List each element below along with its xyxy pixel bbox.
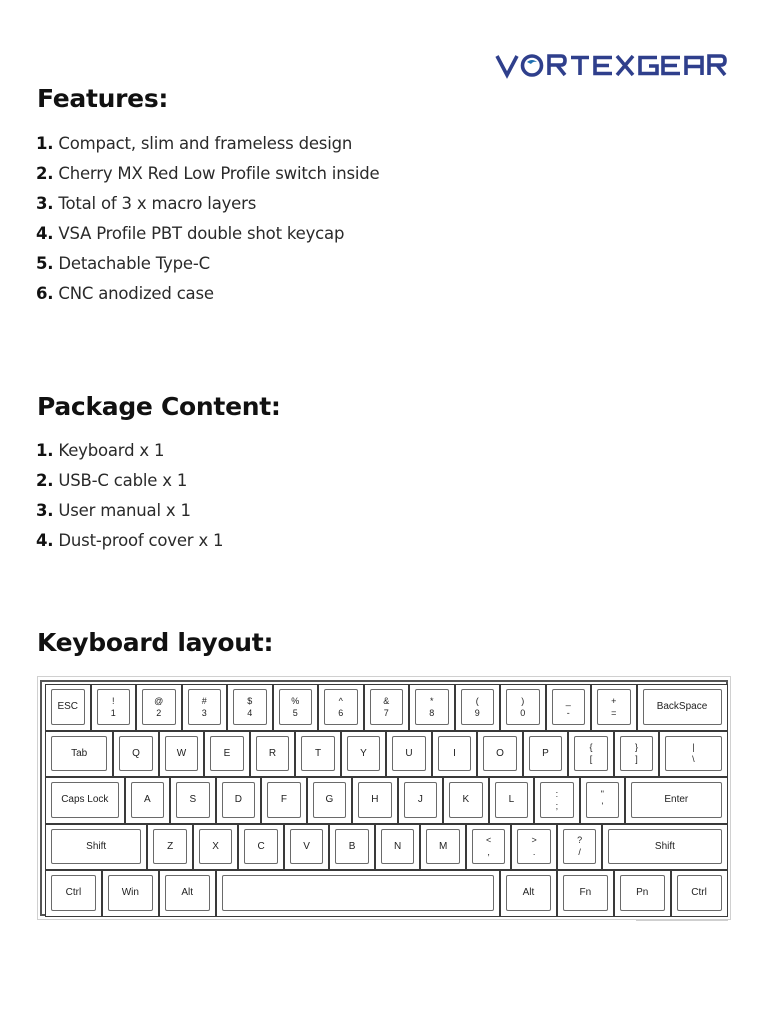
key-t: [295, 731, 341, 778]
key-label: H: [371, 794, 379, 806]
list-item-number: 5.: [36, 254, 54, 273]
list-item-number: 3.: [36, 194, 54, 213]
key-8: [409, 684, 455, 731]
key-r: [250, 731, 296, 778]
key-0: [500, 684, 546, 731]
keycap: [608, 829, 721, 865]
key-c: [238, 824, 284, 871]
key-label-lower: ;: [555, 800, 559, 811]
list-item-text: Dust-proof cover x 1: [58, 531, 224, 550]
list-item-number: 6.: [36, 284, 54, 303]
list-item: [36, 219, 379, 249]
key-slash: [557, 824, 603, 871]
list-item: [36, 249, 379, 279]
key-label: N: [394, 840, 402, 852]
keycap: [563, 875, 608, 911]
key-5: [273, 684, 319, 731]
key-n: [375, 824, 421, 871]
keycap: [392, 736, 426, 772]
key-label-lower: -: [566, 707, 570, 718]
keycap: [540, 782, 574, 818]
key-label: #: [201, 695, 207, 706]
key-f: [261, 777, 307, 824]
keycap: [574, 736, 608, 772]
keycap: [461, 689, 495, 725]
keycap: [233, 689, 267, 725]
key-label-lower: 6: [338, 707, 344, 718]
key-label: Tab: [71, 747, 88, 759]
list-item-text: User manual x 1: [58, 501, 191, 520]
key-label-lower: =: [611, 707, 617, 718]
key-label: T: [314, 747, 322, 759]
key-label-lower: .: [532, 847, 536, 858]
key-label: O: [496, 747, 504, 759]
keyboard-frame: [40, 680, 728, 916]
key-6: [318, 684, 364, 731]
key-label: ?: [577, 835, 583, 846]
key-label: Shift: [86, 840, 107, 852]
keycap: [165, 736, 199, 772]
key-quote: [580, 777, 626, 824]
keycap: [51, 829, 141, 865]
key-right-alt: [500, 870, 557, 917]
key-e: [204, 731, 250, 778]
key-label-lower: 9: [474, 707, 480, 718]
key-label-lower: 8: [429, 707, 435, 718]
key-label: Y: [360, 747, 367, 759]
keycap: [176, 782, 210, 818]
key-label: (: [475, 695, 479, 706]
keycap: [210, 736, 244, 772]
key-j: [398, 777, 444, 824]
features-title: Features:: [37, 84, 169, 113]
keycap: [415, 689, 449, 725]
keycap: [506, 689, 540, 725]
key-esc: [45, 684, 91, 731]
key-label: Fn: [579, 887, 592, 899]
key-label: Ctrl: [691, 887, 707, 899]
key-label-lower: \: [692, 754, 695, 765]
key-label: E: [223, 747, 231, 759]
key-label-lower: ,: [487, 847, 490, 858]
key-x: [193, 824, 239, 871]
key-label: S: [189, 794, 197, 806]
key-label: _: [565, 695, 571, 706]
key-p: [523, 731, 569, 778]
key-label: D: [234, 794, 242, 806]
keycap: [165, 875, 210, 911]
keyboard-layout-diagram: [37, 676, 731, 920]
keycap: [358, 782, 392, 818]
keycap: [586, 782, 620, 818]
list-item-text: VSA Profile PBT double shot keycap: [58, 224, 345, 243]
key-3: [182, 684, 228, 731]
keycap: [517, 829, 551, 865]
keycap: [290, 829, 324, 865]
key-2: [136, 684, 182, 731]
keycap: [631, 782, 721, 818]
list-item-number: 1.: [36, 441, 54, 460]
key-left-alt: [159, 870, 216, 917]
keycap: [51, 689, 85, 725]
vortexgear-logo: [494, 48, 730, 82]
key-minus: [546, 684, 592, 731]
key-label: Shift: [654, 840, 675, 852]
key-label: G: [325, 794, 334, 806]
key-b: [329, 824, 375, 871]
list-item-number: 2.: [36, 164, 54, 183]
key-label: M: [438, 840, 448, 852]
key-left-shift: [45, 824, 147, 871]
keycap: [244, 829, 278, 865]
key-space: [216, 870, 500, 917]
key-label: A: [144, 794, 151, 806]
key-label: ": [600, 788, 604, 799]
key-label: |: [692, 742, 695, 753]
keycap: [131, 782, 165, 818]
key-label: R: [268, 747, 277, 759]
key-label-lower: 7: [383, 707, 389, 718]
key-label: BackSpace: [656, 701, 708, 713]
keycap: [142, 689, 176, 725]
keycap: [483, 736, 517, 772]
key-4: [227, 684, 273, 731]
list-item: [36, 279, 379, 309]
keycap: [153, 829, 187, 865]
keycap: [188, 689, 222, 725]
key-h: [352, 777, 398, 824]
keycap: [324, 689, 358, 725]
key-label: Z: [167, 840, 174, 852]
list-item-number: 1.: [36, 134, 54, 153]
keycap: [426, 829, 460, 865]
key-w: [159, 731, 205, 778]
key-backslash: [659, 731, 727, 778]
key-label-lower: [: [589, 754, 593, 765]
list-item-text: Cherry MX Red Low Profile switch inside: [58, 164, 380, 183]
keycap: [597, 689, 631, 725]
key-label: L: [508, 794, 515, 806]
key-label-lower: ': [601, 800, 604, 811]
key-label: {: [589, 742, 593, 753]
list-item-number: 4.: [36, 224, 54, 243]
key-label: Alt: [522, 887, 535, 899]
list-item: [36, 436, 223, 466]
list-item-text: Keyboard x 1: [58, 441, 165, 460]
keycap: [335, 829, 369, 865]
key-label: J: [417, 794, 423, 806]
key-i: [432, 731, 478, 778]
key-label: Enter: [664, 794, 689, 806]
key-label: Q: [132, 747, 140, 759]
keycap: [347, 736, 381, 772]
key-label: Pn: [636, 887, 649, 899]
keycap: [222, 782, 256, 818]
keycap: [279, 689, 313, 725]
keycap: [97, 689, 131, 725]
list-item-number: 3.: [36, 501, 54, 520]
key-right-ctrl: [671, 870, 728, 917]
key-left-ctrl: [45, 870, 102, 917]
key-label: >: [531, 835, 537, 846]
key-label: <: [485, 835, 492, 846]
list-item-number: 2.: [36, 471, 54, 490]
key-equals: [591, 684, 637, 731]
key-label: +: [611, 695, 617, 706]
key-label-lower: 5: [292, 707, 298, 718]
list-item: [36, 526, 223, 556]
keycap: [620, 875, 665, 911]
list-item: [36, 129, 379, 159]
keycap: [620, 736, 654, 772]
key-label-lower: 2: [156, 707, 162, 718]
keycap: [404, 782, 438, 818]
key-d: [216, 777, 262, 824]
list-item: [36, 496, 223, 526]
key-pn: [614, 870, 671, 917]
key-label: ESC: [57, 701, 79, 713]
key-caps-lock: [45, 777, 125, 824]
key-label: $: [247, 695, 253, 706]
key-label: Ctrl: [65, 887, 82, 899]
keycap: [108, 875, 153, 911]
key-label: ): [521, 695, 525, 706]
key-z: [147, 824, 193, 871]
key-l: [489, 777, 535, 824]
key-left-bracket: [568, 731, 614, 778]
key-o: [477, 731, 523, 778]
key-label: %: [291, 695, 300, 706]
key-k: [443, 777, 489, 824]
key-right-bracket: [614, 731, 660, 778]
package-content-title: Package Content:: [37, 392, 281, 421]
keycap: [449, 782, 483, 818]
keycap: [438, 736, 472, 772]
keycap: [301, 736, 335, 772]
key-fn: [557, 870, 614, 917]
key-label: V: [303, 840, 310, 852]
divider: [636, 920, 728, 921]
key-label: !: [111, 695, 115, 706]
key-9: [455, 684, 501, 731]
keycap: [643, 689, 722, 725]
key-label-lower: 4: [247, 707, 253, 718]
key-label: &: [383, 695, 390, 706]
key-label: }: [634, 742, 638, 753]
list-item-text: CNC anodized case: [58, 284, 214, 303]
key-7: [364, 684, 410, 731]
keycap: [51, 875, 96, 911]
keyboard-layout-title: Keyboard layout:: [37, 628, 274, 657]
list-item-text: Total of 3 x macro layers: [58, 194, 257, 213]
keycap: [552, 689, 586, 725]
keycap: [313, 782, 347, 818]
key-s: [170, 777, 216, 824]
keycap: [665, 736, 721, 772]
list-item-text: USB-C cable x 1: [58, 471, 188, 490]
key-label: ^: [338, 695, 343, 706]
key-label: Caps Lock: [61, 794, 109, 806]
keycap: [563, 829, 597, 865]
key-label: P: [542, 747, 549, 759]
key-label: F: [280, 794, 287, 806]
features-list: [36, 129, 379, 309]
keycap: [506, 875, 551, 911]
key-period: [511, 824, 557, 871]
key-g: [307, 777, 353, 824]
list-item: [36, 159, 379, 189]
list-item-number: 4.: [36, 531, 54, 550]
key-comma: [466, 824, 512, 871]
key-1: [91, 684, 137, 731]
key-label: Win: [121, 887, 139, 899]
key-y: [341, 731, 387, 778]
keycap: [529, 736, 563, 772]
keycap: [472, 829, 506, 865]
key-label-lower: ]: [635, 754, 638, 765]
key-semicolon: [534, 777, 580, 824]
key-v: [284, 824, 330, 871]
key-label: K: [462, 794, 470, 806]
keycap: [199, 829, 233, 865]
list-item: [36, 189, 379, 219]
keycap: [51, 736, 107, 772]
key-label: X: [212, 840, 219, 852]
key-backspace: [637, 684, 728, 731]
key-label-lower: 1: [110, 707, 116, 718]
key-label: @: [154, 695, 164, 706]
package-content-list: [36, 436, 223, 556]
keycap: [677, 875, 722, 911]
key-label: I: [453, 747, 456, 759]
key-enter: [625, 777, 727, 824]
key-m: [420, 824, 466, 871]
key-right-shift: [602, 824, 727, 871]
key-label: U: [405, 747, 413, 759]
key-label: Alt: [181, 887, 194, 899]
key-label-lower: /: [578, 847, 581, 858]
key-label-lower: 3: [201, 707, 207, 718]
keycap: [51, 782, 119, 818]
keycap: [495, 782, 529, 818]
key-label: B: [348, 840, 356, 852]
keycap: [119, 736, 153, 772]
key-a: [125, 777, 171, 824]
key-win: [102, 870, 159, 917]
key-label: :: [555, 788, 559, 799]
key-label: C: [257, 840, 265, 852]
keycap: [267, 782, 301, 818]
key-label: *: [429, 695, 434, 706]
key-label-lower: 0: [520, 707, 526, 718]
keycap: [256, 736, 290, 772]
list-item-text: Compact, slim and frameless design: [58, 134, 353, 153]
key-q: [113, 731, 159, 778]
key-tab: [45, 731, 113, 778]
keycap: [381, 829, 415, 865]
list-item: [36, 466, 223, 496]
keycap: [370, 689, 404, 725]
key-label: W: [176, 747, 187, 759]
list-item-text: Detachable Type-C: [58, 254, 210, 273]
keycap: [222, 875, 494, 911]
key-u: [386, 731, 432, 778]
